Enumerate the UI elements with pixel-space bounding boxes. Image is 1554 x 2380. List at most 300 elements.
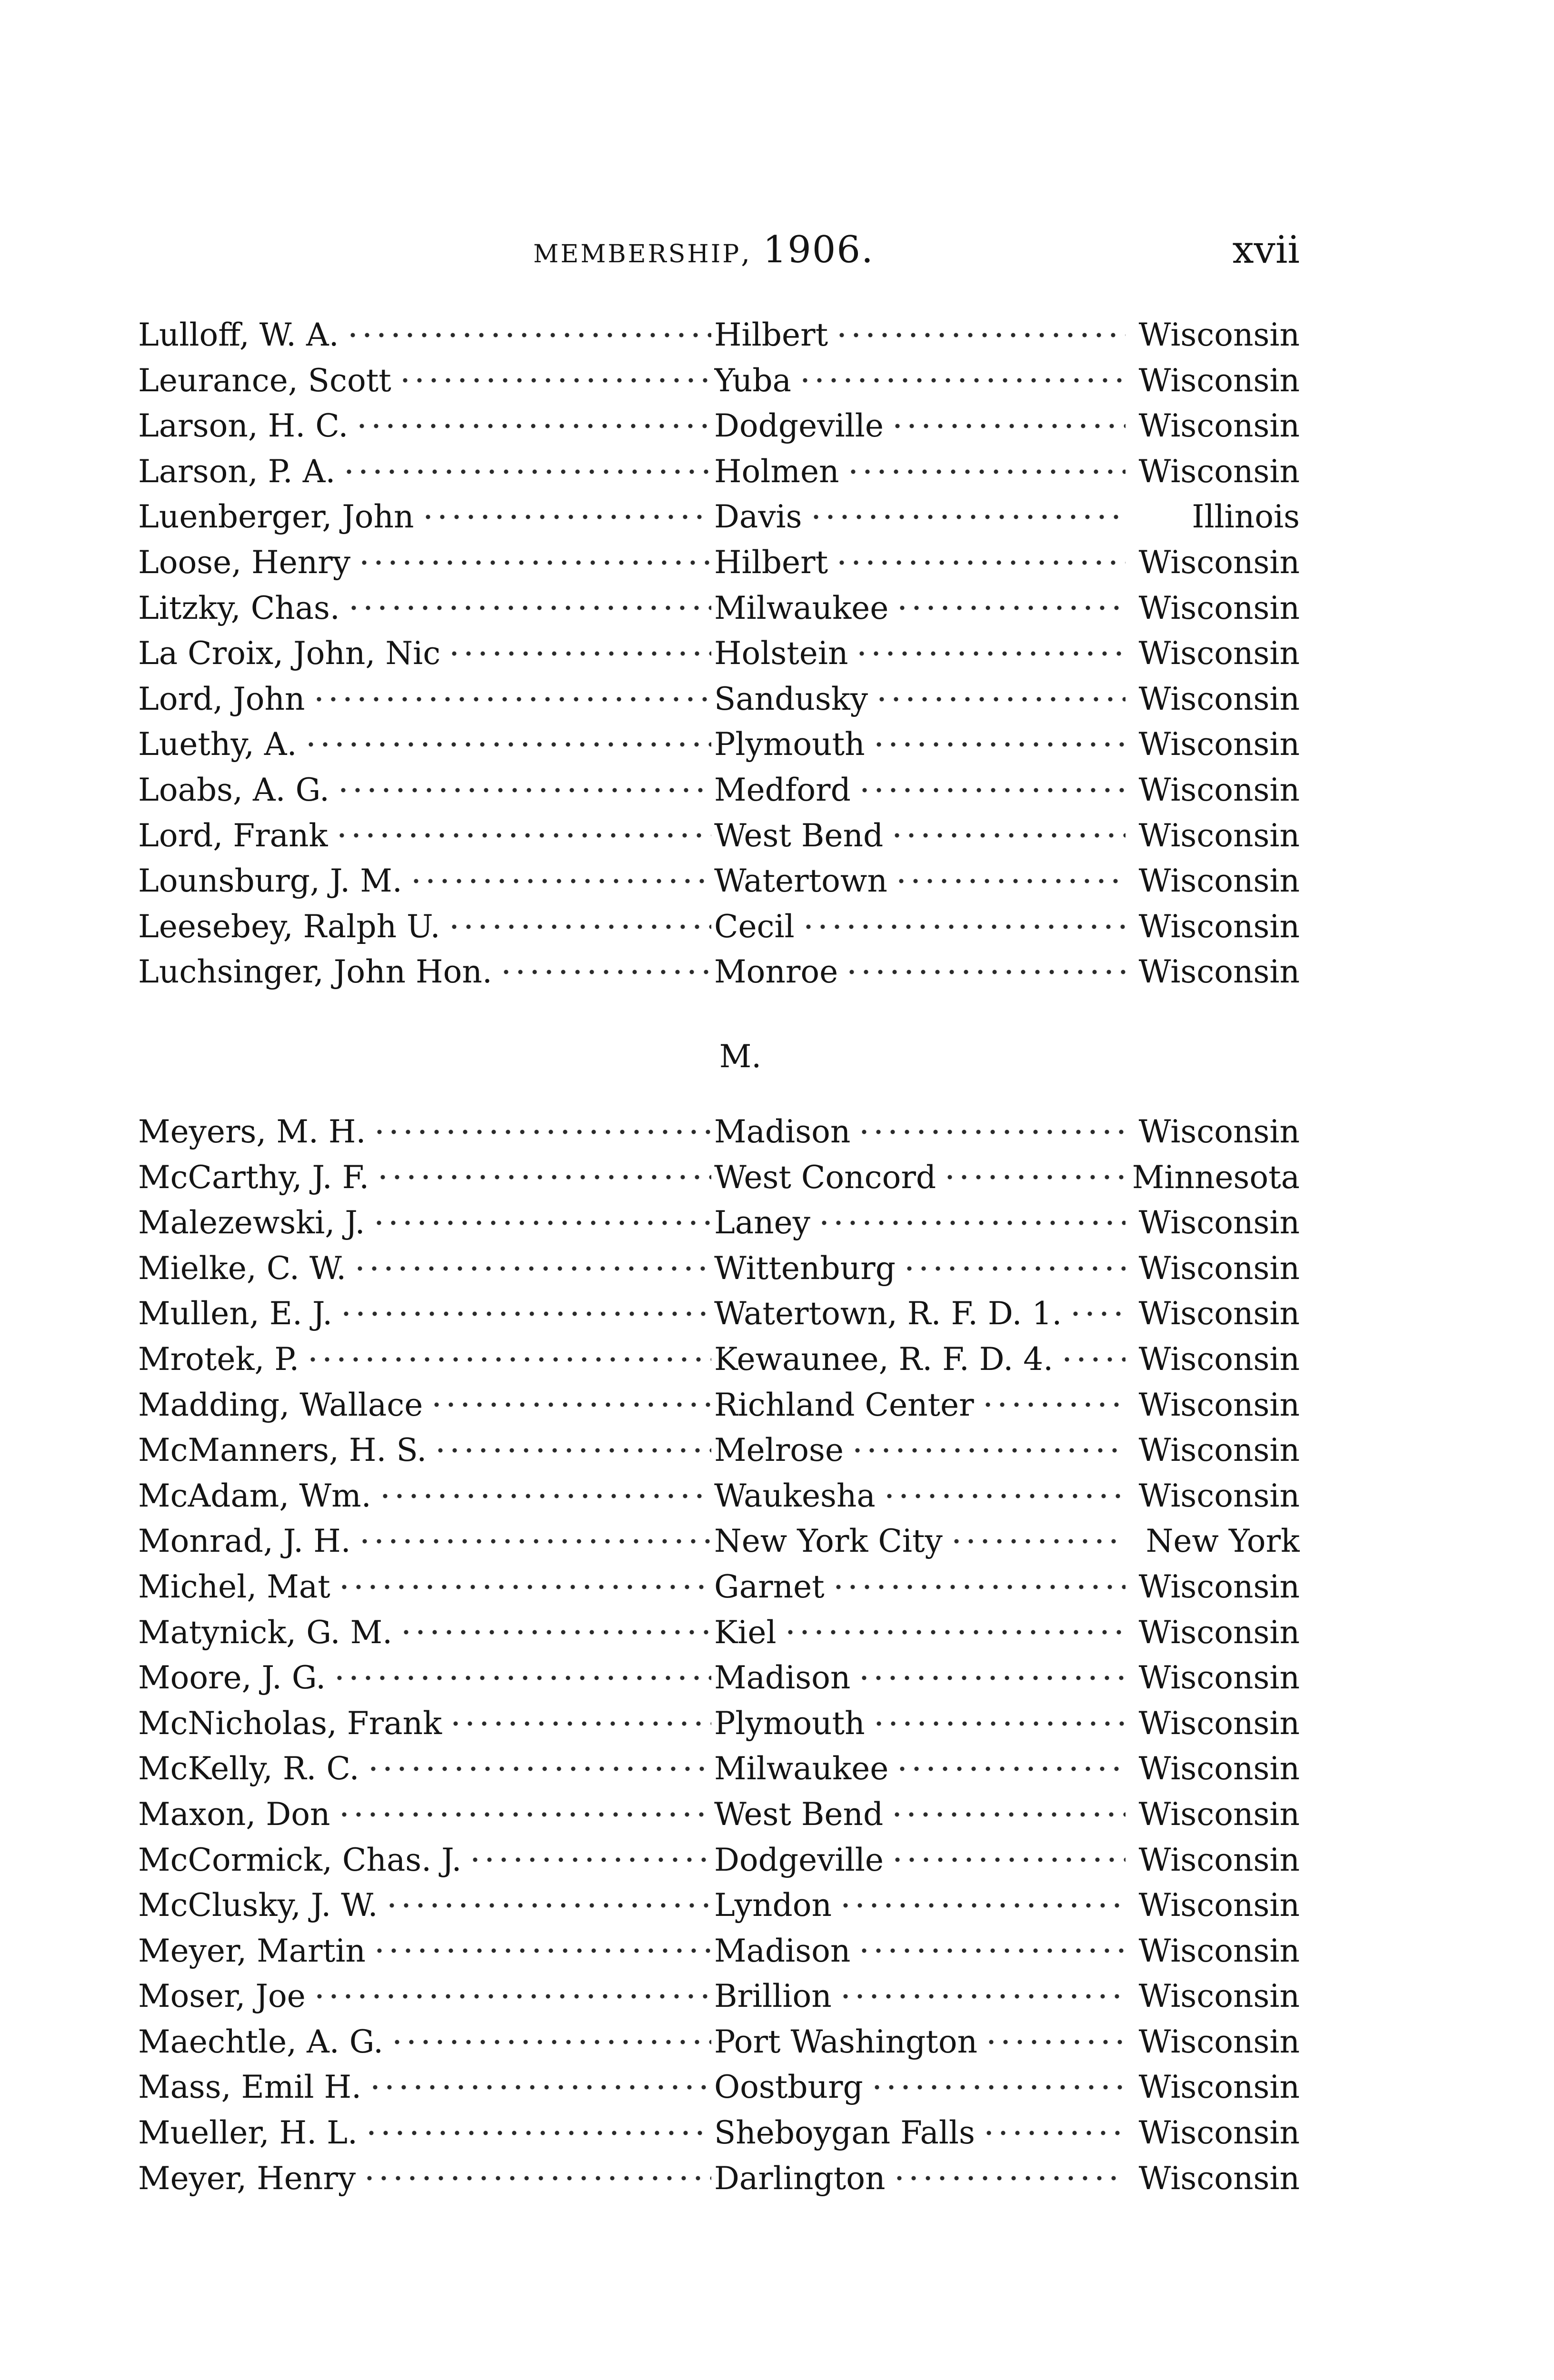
- member-place-cell: [714, 904, 1128, 950]
- member-place-cell: [714, 949, 1128, 995]
- member-place-cell: [714, 1246, 1128, 1291]
- member-row: [138, 1382, 1300, 1428]
- member-place: Davis: [714, 498, 802, 536]
- member-name-cell: [138, 858, 714, 904]
- member-row: [138, 858, 1300, 904]
- member-place: Melrose: [714, 1432, 844, 1469]
- member-state: Wisconsin: [1138, 1795, 1300, 1833]
- member-name: McKelly, R. C.: [138, 1750, 359, 1787]
- dot-leader: [943, 1163, 1126, 1191]
- member-place-cell: [714, 1109, 1128, 1155]
- member-name: Madding, Wallace: [138, 1386, 423, 1423]
- dot-leader: [304, 730, 711, 759]
- member-state: Wisconsin: [1138, 2114, 1300, 2152]
- member-name-cell: [138, 1518, 714, 1564]
- member-name: La Croix, John, Nic: [138, 635, 441, 672]
- dot-leader: [306, 1345, 711, 1374]
- dot-leader: [357, 548, 711, 577]
- dot-leader: [447, 912, 711, 941]
- member-state: Wisconsin: [1138, 863, 1300, 900]
- dot-leader: [372, 1936, 711, 1965]
- page-number: xvii: [1232, 228, 1300, 272]
- dot-leader: [312, 685, 711, 714]
- dot-leader: [892, 2164, 1126, 2192]
- member-place: Waukesha: [714, 1477, 876, 1514]
- member-place-cell: [714, 631, 1128, 676]
- member-place: Yuba: [714, 362, 791, 399]
- member-state: Wisconsin: [1138, 817, 1300, 854]
- dot-leader: [845, 958, 1126, 986]
- member-place: Sheboygan Falls: [714, 2114, 975, 2152]
- dot-leader: [882, 1482, 1126, 1510]
- running-title-separator: ,: [741, 236, 763, 269]
- member-row: [138, 585, 1300, 631]
- dot-leader: [447, 639, 711, 668]
- member-name-cell: [138, 1746, 714, 1792]
- member-state: Wisconsin: [1138, 544, 1300, 581]
- member-state: Illinois: [1192, 498, 1300, 536]
- member-name-cell: [138, 1655, 714, 1701]
- member-row: [138, 1973, 1300, 2019]
- member-name-cell: [138, 2110, 714, 2156]
- member-row: [138, 1518, 1300, 1564]
- dot-leader: [398, 366, 711, 395]
- member-name-cell: [138, 949, 714, 995]
- member-place: Dodgeville: [714, 407, 884, 445]
- members-list-m: [138, 1109, 1300, 2201]
- member-name-cell: [138, 1701, 714, 1746]
- member-place-cell: [714, 1337, 1128, 1382]
- member-place: Sandusky: [714, 680, 868, 717]
- dot-leader: [372, 1118, 711, 1146]
- member-place-cell: [714, 1291, 1128, 1337]
- member-row: [138, 1564, 1300, 1610]
- member-name-cell: [138, 904, 714, 950]
- member-place: Plymouth: [714, 1705, 865, 1742]
- member-place: Watertown: [714, 863, 887, 900]
- member-state: Wisconsin: [1138, 2160, 1300, 2197]
- member-name-cell: [138, 1792, 714, 1837]
- member-place: Wittenburg: [714, 1250, 896, 1287]
- member-row: [138, 540, 1300, 585]
- member-place-cell: [714, 2064, 1128, 2110]
- dot-leader: [337, 1573, 711, 1601]
- dot-leader: [335, 821, 711, 850]
- dot-leader: [890, 1800, 1126, 1829]
- member-state: New York: [1146, 1523, 1300, 1560]
- member-name: Maxon, Don: [138, 1795, 330, 1833]
- dot-leader: [817, 1209, 1126, 1237]
- member-state: Wisconsin: [1138, 1659, 1300, 1696]
- member-place: Dodgeville: [714, 1841, 884, 1878]
- dot-leader: [339, 1299, 711, 1328]
- member-state: Wisconsin: [1138, 1477, 1300, 1514]
- dot-leader: [902, 1254, 1126, 1283]
- member-name: Lord, John: [138, 680, 305, 717]
- dot-leader: [376, 1163, 711, 1191]
- member-row: [138, 1883, 1300, 1928]
- member-row: [138, 312, 1300, 358]
- member-name: Litzky, Chas.: [138, 589, 340, 626]
- member-name-cell: [138, 1337, 714, 1382]
- member-name-cell: [138, 403, 714, 449]
- member-name-cell: [138, 1473, 714, 1519]
- member-name: Moore, J. G.: [138, 1659, 326, 1696]
- member-name: Mielke, C. W.: [138, 1250, 347, 1287]
- member-place: Garnet: [714, 1568, 825, 1605]
- dot-leader: [312, 1982, 711, 2011]
- member-place-cell: [714, 358, 1128, 404]
- member-name-cell: [138, 1428, 714, 1473]
- member-state: Wisconsin: [1138, 953, 1300, 991]
- member-row: [138, 767, 1300, 813]
- member-place-cell: [714, 1155, 1128, 1200]
- dot-leader: [838, 1982, 1126, 2011]
- member-row: [138, 2064, 1300, 2110]
- member-place-cell: [714, 449, 1128, 495]
- dot-leader: [981, 1390, 1126, 1419]
- member-place-cell: [714, 722, 1128, 767]
- member-place-cell: [714, 1973, 1128, 2019]
- member-name: Leesebey, Ralph U.: [138, 908, 440, 945]
- member-state: Wisconsin: [1138, 1204, 1300, 1241]
- member-state: Wisconsin: [1138, 453, 1300, 490]
- member-name: Leurance, Scott: [138, 362, 391, 399]
- dot-leader: [890, 1845, 1126, 1874]
- member-name: Larson, P. A.: [138, 453, 336, 490]
- member-place-cell: [714, 494, 1128, 540]
- member-state: Wisconsin: [1138, 1750, 1300, 1787]
- running-title: [533, 224, 874, 280]
- member-place: West Bend: [714, 817, 884, 854]
- member-state: Wisconsin: [1138, 1841, 1300, 1878]
- member-place-cell: [714, 1473, 1128, 1519]
- member-place: Hilbert: [714, 544, 828, 581]
- member-place: Madison: [714, 1932, 851, 1969]
- member-name-cell: [138, 813, 714, 859]
- member-row: [138, 1473, 1300, 1519]
- member-row: [138, 2110, 1300, 2156]
- dot-leader: [783, 1618, 1126, 1646]
- member-name: Michel, Mat: [138, 1568, 330, 1605]
- member-place: Cecil: [714, 908, 795, 945]
- member-place: Hilbert: [714, 317, 828, 353]
- member-row: [138, 1109, 1300, 1155]
- dot-leader: [364, 2119, 711, 2147]
- member-name-cell: [138, 1155, 714, 1200]
- member-name: McCarthy, J. F.: [138, 1159, 369, 1196]
- dot-leader: [857, 776, 1126, 804]
- member-name-cell: [138, 1291, 714, 1337]
- member-row: [138, 1428, 1300, 1473]
- member-name-cell: [138, 1837, 714, 1883]
- member-state: Wisconsin: [1138, 1250, 1300, 1287]
- member-name: McCormick, Chas. J.: [138, 1841, 462, 1878]
- member-name-cell: [138, 1928, 714, 1974]
- member-name-cell: [138, 312, 714, 358]
- member-place-cell: [714, 1883, 1128, 1928]
- member-row: [138, 813, 1300, 859]
- member-name: Maechtle, A. G.: [138, 2023, 384, 2060]
- member-row: [138, 1655, 1300, 1701]
- member-name: Meyers, M. H.: [138, 1113, 366, 1150]
- dot-leader: [499, 958, 711, 986]
- dot-leader: [399, 1618, 711, 1646]
- dot-leader: [355, 412, 711, 440]
- member-name-cell: [138, 2019, 714, 2065]
- member-place: Darlington: [714, 2160, 886, 2197]
- dot-leader: [336, 776, 711, 804]
- member-place-cell: [714, 540, 1128, 585]
- member-name: Mass, Emil H.: [138, 2069, 362, 2106]
- section-heading-text: M.: [719, 1038, 762, 1075]
- dot-leader: [855, 639, 1126, 668]
- member-name: Luchsinger, John Hon.: [138, 953, 492, 991]
- dot-leader: [835, 321, 1126, 349]
- dot-leader: [838, 1891, 1126, 1920]
- member-place: Milwaukee: [714, 589, 889, 626]
- dot-leader: [346, 321, 711, 349]
- member-place-cell: [714, 1837, 1128, 1883]
- dot-leader: [1060, 1345, 1126, 1374]
- member-row: [138, 949, 1300, 995]
- member-place: Kewaunee, R. F. D. 4.: [714, 1340, 1054, 1378]
- member-place-cell: [714, 1610, 1128, 1656]
- member-name-cell: [138, 676, 714, 722]
- dot-leader: [875, 685, 1126, 714]
- dot-leader: [870, 2073, 1126, 2102]
- dot-leader: [358, 1527, 711, 1556]
- member-name-cell: [138, 1246, 714, 1291]
- member-name: Luenberger, John: [138, 498, 414, 536]
- member-place-cell: [714, 403, 1128, 449]
- member-place: New York City: [714, 1523, 943, 1560]
- member-place: West Concord: [714, 1159, 936, 1196]
- member-row: [138, 722, 1300, 767]
- member-state: Wisconsin: [1138, 1340, 1300, 1378]
- running-title-year: 1906.: [763, 228, 874, 271]
- member-row: [138, 904, 1300, 950]
- dot-leader: [894, 867, 1126, 895]
- member-row: [138, 358, 1300, 404]
- dot-leader: [332, 1664, 711, 1692]
- dot-leader: [1068, 1299, 1126, 1328]
- member-place: Plymouth: [714, 726, 865, 763]
- member-name-cell: [138, 494, 714, 540]
- member-name: Lounsburg, J. M.: [138, 863, 402, 900]
- member-name-cell: [138, 767, 714, 813]
- member-place-cell: [714, 767, 1128, 813]
- member-row: [138, 1291, 1300, 1337]
- member-place-cell: [714, 676, 1128, 722]
- member-state: Wisconsin: [1138, 1113, 1300, 1150]
- member-place-cell: [714, 1701, 1128, 1746]
- member-state: Wisconsin: [1138, 317, 1300, 353]
- member-name: Mrotek, P.: [138, 1340, 299, 1378]
- member-place: Medford: [714, 771, 851, 808]
- dot-leader: [982, 2119, 1126, 2147]
- member-state: Wisconsin: [1138, 680, 1300, 717]
- dot-leader: [809, 503, 1126, 531]
- member-state: Wisconsin: [1138, 407, 1300, 445]
- member-place-cell: [714, 2156, 1128, 2202]
- dot-leader: [390, 2028, 711, 2056]
- member-row: [138, 494, 1300, 540]
- member-name: Meyer, Henry: [138, 2160, 356, 2197]
- member-place: Monroe: [714, 953, 838, 991]
- dot-leader: [949, 1527, 1126, 1556]
- dot-leader: [342, 457, 711, 486]
- member-row: [138, 1837, 1300, 1883]
- dot-leader: [378, 1482, 711, 1510]
- member-place: Holstein: [714, 635, 848, 672]
- member-state: Wisconsin: [1138, 1295, 1300, 1332]
- member-state: Wisconsin: [1138, 1432, 1300, 1469]
- member-row: [138, 403, 1300, 449]
- member-name: Lulloff, W. A.: [138, 317, 339, 353]
- member-name-cell: [138, 2064, 714, 2110]
- member-place-cell: [714, 1428, 1128, 1473]
- member-state: Wisconsin: [1138, 2069, 1300, 2106]
- member-place-cell: [714, 858, 1128, 904]
- member-state: Minnesota: [1132, 1159, 1300, 1196]
- member-name: Mullen, E. J.: [138, 1295, 333, 1332]
- member-name-cell: [138, 1564, 714, 1610]
- member-row: [138, 1610, 1300, 1656]
- dot-leader: [337, 1800, 711, 1829]
- member-place: Watertown, R. F. D. 1.: [714, 1295, 1062, 1332]
- member-name: Meyer, Martin: [138, 1932, 366, 1969]
- member-name-cell: [138, 585, 714, 631]
- member-row: [138, 1155, 1300, 1200]
- member-name-cell: [138, 1883, 714, 1928]
- member-name: McManners, H. S.: [138, 1432, 427, 1469]
- member-place: Brillion: [714, 1978, 832, 2015]
- member-name-cell: [138, 540, 714, 585]
- member-name-cell: [138, 722, 714, 767]
- member-name: McNicholas, Frank: [138, 1705, 442, 1742]
- member-state: Wisconsin: [1138, 1887, 1300, 1924]
- member-place: Port Washington: [714, 2023, 977, 2060]
- member-place: Madison: [714, 1113, 851, 1150]
- dot-leader: [385, 1891, 711, 1920]
- member-state: Wisconsin: [1138, 635, 1300, 672]
- member-place-cell: [714, 1382, 1128, 1428]
- member-name-cell: [138, 1382, 714, 1428]
- member-name: Larson, H. C.: [138, 407, 349, 445]
- member-place-cell: [714, 813, 1128, 859]
- member-place-cell: [714, 2019, 1128, 2065]
- dot-leader: [372, 1209, 711, 1237]
- member-name: Mueller, H. L.: [138, 2114, 358, 2152]
- member-name: Luethy, A.: [138, 726, 297, 763]
- running-title-word: MEMBERSHIP: [533, 240, 741, 268]
- dot-leader: [857, 1936, 1126, 1965]
- dot-leader: [362, 2164, 711, 2192]
- member-name: McClusky, J. W.: [138, 1887, 378, 1924]
- dot-leader: [895, 594, 1126, 622]
- member-place: Lyndon: [714, 1887, 832, 1924]
- member-state: Wisconsin: [1138, 1614, 1300, 1651]
- dot-leader: [831, 1573, 1126, 1601]
- member-name-cell: [138, 358, 714, 404]
- member-place: Madison: [714, 1659, 851, 1696]
- member-place-cell: [714, 2110, 1128, 2156]
- dot-leader: [366, 1755, 711, 1783]
- member-name: Moser, Joe: [138, 1978, 306, 2015]
- member-row: [138, 1792, 1300, 1837]
- member-row: [138, 1746, 1300, 1792]
- member-place: Holmen: [714, 453, 839, 490]
- dot-leader: [890, 412, 1126, 440]
- member-state: Wisconsin: [1138, 771, 1300, 808]
- dot-leader: [353, 1254, 711, 1283]
- member-row: [138, 1337, 1300, 1382]
- dot-leader: [801, 912, 1126, 941]
- member-place-cell: [714, 1792, 1128, 1837]
- member-name: Monrad, J. H.: [138, 1523, 351, 1560]
- dot-leader: [872, 1709, 1126, 1738]
- member-state: Wisconsin: [1138, 1568, 1300, 1605]
- dot-leader: [857, 1664, 1126, 1692]
- member-place: Oostburg: [714, 2069, 863, 2106]
- dot-leader: [846, 457, 1126, 486]
- member-name: Malezewski, J.: [138, 1204, 365, 1241]
- member-row: [138, 631, 1300, 676]
- member-state: Wisconsin: [1138, 1932, 1300, 1969]
- member-row: [138, 1928, 1300, 1974]
- members-list-l: [138, 312, 1300, 995]
- member-place: West Bend: [714, 1795, 884, 1833]
- member-state: Wisconsin: [1138, 362, 1300, 399]
- member-place: Richland Center: [714, 1386, 974, 1423]
- page-header: [138, 224, 1300, 276]
- member-place-cell: [714, 1655, 1128, 1701]
- dot-leader: [890, 821, 1126, 850]
- member-place-cell: [714, 1564, 1128, 1610]
- member-row: [138, 2156, 1300, 2202]
- member-place-cell: [714, 1928, 1128, 1974]
- member-name-cell: [138, 1200, 714, 1246]
- member-row: [138, 1246, 1300, 1291]
- dot-leader: [448, 1709, 711, 1738]
- member-name-cell: [138, 631, 714, 676]
- dot-leader: [835, 548, 1126, 577]
- member-place-cell: [714, 1746, 1128, 1792]
- member-name-cell: [138, 1973, 714, 2019]
- member-name-cell: [138, 449, 714, 495]
- member-name: McAdam, Wm.: [138, 1477, 371, 1514]
- member-state: Wisconsin: [1138, 1705, 1300, 1742]
- member-name: Loose, Henry: [138, 544, 351, 581]
- member-place-cell: [714, 1200, 1128, 1246]
- member-row: [138, 2019, 1300, 2065]
- dot-leader: [347, 594, 711, 622]
- dot-leader: [429, 1390, 711, 1419]
- member-row: [138, 676, 1300, 722]
- dot-leader: [895, 1755, 1126, 1783]
- dot-leader: [857, 1118, 1126, 1146]
- dot-leader: [433, 1436, 711, 1465]
- member-name-cell: [138, 1109, 714, 1155]
- member-place-cell: [714, 1518, 1128, 1564]
- member-name-cell: [138, 2156, 714, 2202]
- member-place-cell: [714, 312, 1128, 358]
- member-state: Wisconsin: [1138, 908, 1300, 945]
- member-state: Wisconsin: [1138, 589, 1300, 626]
- member-name: Matynick, G. M.: [138, 1614, 393, 1651]
- member-name: Lord, Frank: [138, 817, 328, 854]
